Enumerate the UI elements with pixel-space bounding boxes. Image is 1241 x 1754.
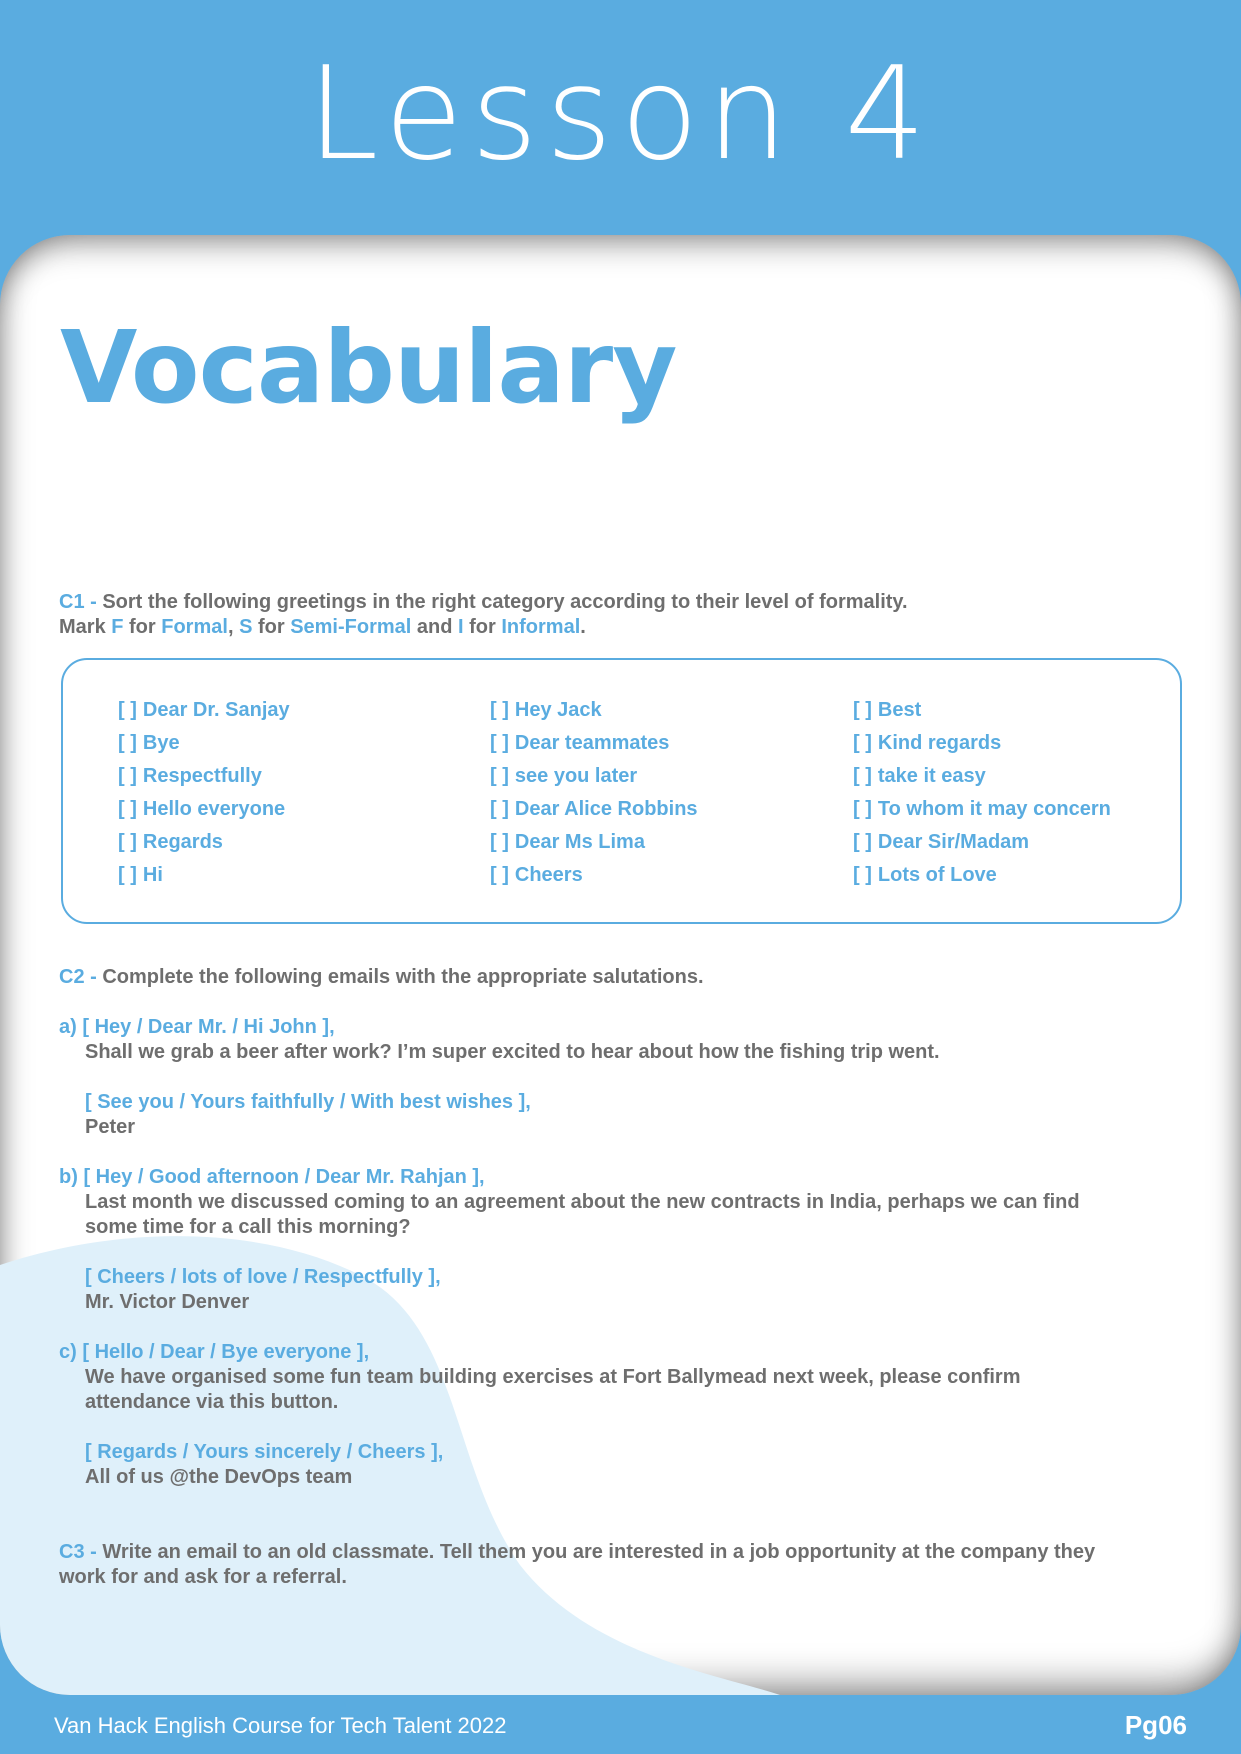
email-body: attendance via this button. [85, 1391, 339, 1413]
greetings-column-3 [853, 694, 1111, 892]
c1-label: C1 - [59, 591, 103, 613]
section-title: Vocabulary [60, 309, 677, 426]
email-body: Last month we discussed coming to an agreement about the new contracts in India, perhaps we can find [85, 1191, 1080, 1213]
greeting-option[interactable]: [ ] Dear Ms Lima [490, 831, 645, 853]
greeting-option[interactable]: [ ] Hey Jack [490, 699, 602, 721]
greeting-option[interactable]: [ ] Hi [118, 864, 163, 886]
greeting-option[interactable]: [ ] Lots of Love [853, 864, 997, 886]
email-greeting-choice[interactable]: b) [ Hey / Good afternoon / Dear Mr. Rahjan ], [59, 1166, 485, 1188]
c1-instruction: C1 - Sort the following greetings in the right category according to their level of formality. [59, 591, 908, 613]
greeting-option[interactable]: [ ] To whom it may concern [853, 798, 1111, 820]
email-a [59, 1015, 1189, 1140]
greeting-option[interactable]: [ ] Dear Sir/Madam [853, 831, 1030, 853]
greeting-option[interactable]: [ ] Dear Dr. Sanjay [118, 699, 290, 721]
lesson-title: Lesson 4 [307, 40, 934, 189]
email-greeting-choice[interactable]: c) [ Hello / Dear / Bye everyone ], [59, 1341, 370, 1363]
c2-instruction: C2 - Complete the following emails with the appropriate salutations. [59, 966, 704, 988]
greeting-option[interactable]: [ ] Regards [118, 831, 223, 853]
greeting-option[interactable]: [ ] take it easy [853, 765, 986, 787]
email-closing-choice[interactable]: [ See you / Yours faithfully / With best wishes ], [85, 1091, 531, 1113]
greeting-option[interactable]: [ ] Bye [118, 732, 180, 754]
page-number: Pg06 [1124, 1710, 1187, 1740]
greeting-option[interactable]: [ ] Best [853, 699, 922, 721]
email-body: We have organised some fun team building exercises at Fort Ballymead next week, please confirm [85, 1366, 1021, 1388]
c1-mark-legend: Mark F for Formal, S for Semi-Formal and I for Informal. [59, 616, 586, 638]
email-body: some time for a call this morning? [85, 1216, 411, 1238]
c3-label: C3 - [59, 1541, 103, 1563]
email-greeting-choice[interactable]: a) [ Hey / Dear Mr. / Hi John ], [59, 1016, 335, 1038]
email-c [59, 1340, 1189, 1490]
email-closing-choice[interactable]: [ Regards / Yours sincerely / Cheers ], [85, 1441, 444, 1463]
c2-label: C2 - [59, 966, 103, 988]
greeting-option[interactable]: [ ] Cheers [490, 864, 583, 886]
greeting-option[interactable]: [ ] see you later [490, 765, 638, 787]
c3-instruction: C3 - Write an email to an old classmate. Tell them you are interested in a job opportunity at the company they work for and ask for a referral. [59, 1541, 1096, 1588]
footer-course-name: Van Hack English Course for Tech Talent 2022 [54, 1713, 507, 1738]
greetings-column-1 [118, 694, 290, 892]
email-b [59, 1165, 1189, 1315]
greetings-column-2 [490, 694, 698, 892]
greeting-option[interactable]: [ ] Hello everyone [118, 798, 286, 820]
email-closing-choice[interactable]: [ Cheers / lots of love / Respectfully ], [85, 1266, 441, 1288]
greeting-option[interactable]: [ ] Dear teammates [490, 732, 670, 754]
greeting-option[interactable]: [ ] Respectfully [118, 765, 262, 787]
email-signature: All of us @the DevOps team [85, 1466, 353, 1488]
email-signature: Peter [85, 1116, 136, 1138]
email-body: Shall we grab a beer after work? I’m super excited to hear about how the fishing trip went. [85, 1041, 940, 1063]
greeting-option[interactable]: [ ] Kind regards [853, 732, 1002, 754]
greeting-option[interactable]: [ ] Dear Alice Robbins [490, 798, 698, 820]
email-signature: Mr. Victor Denver [85, 1291, 250, 1313]
